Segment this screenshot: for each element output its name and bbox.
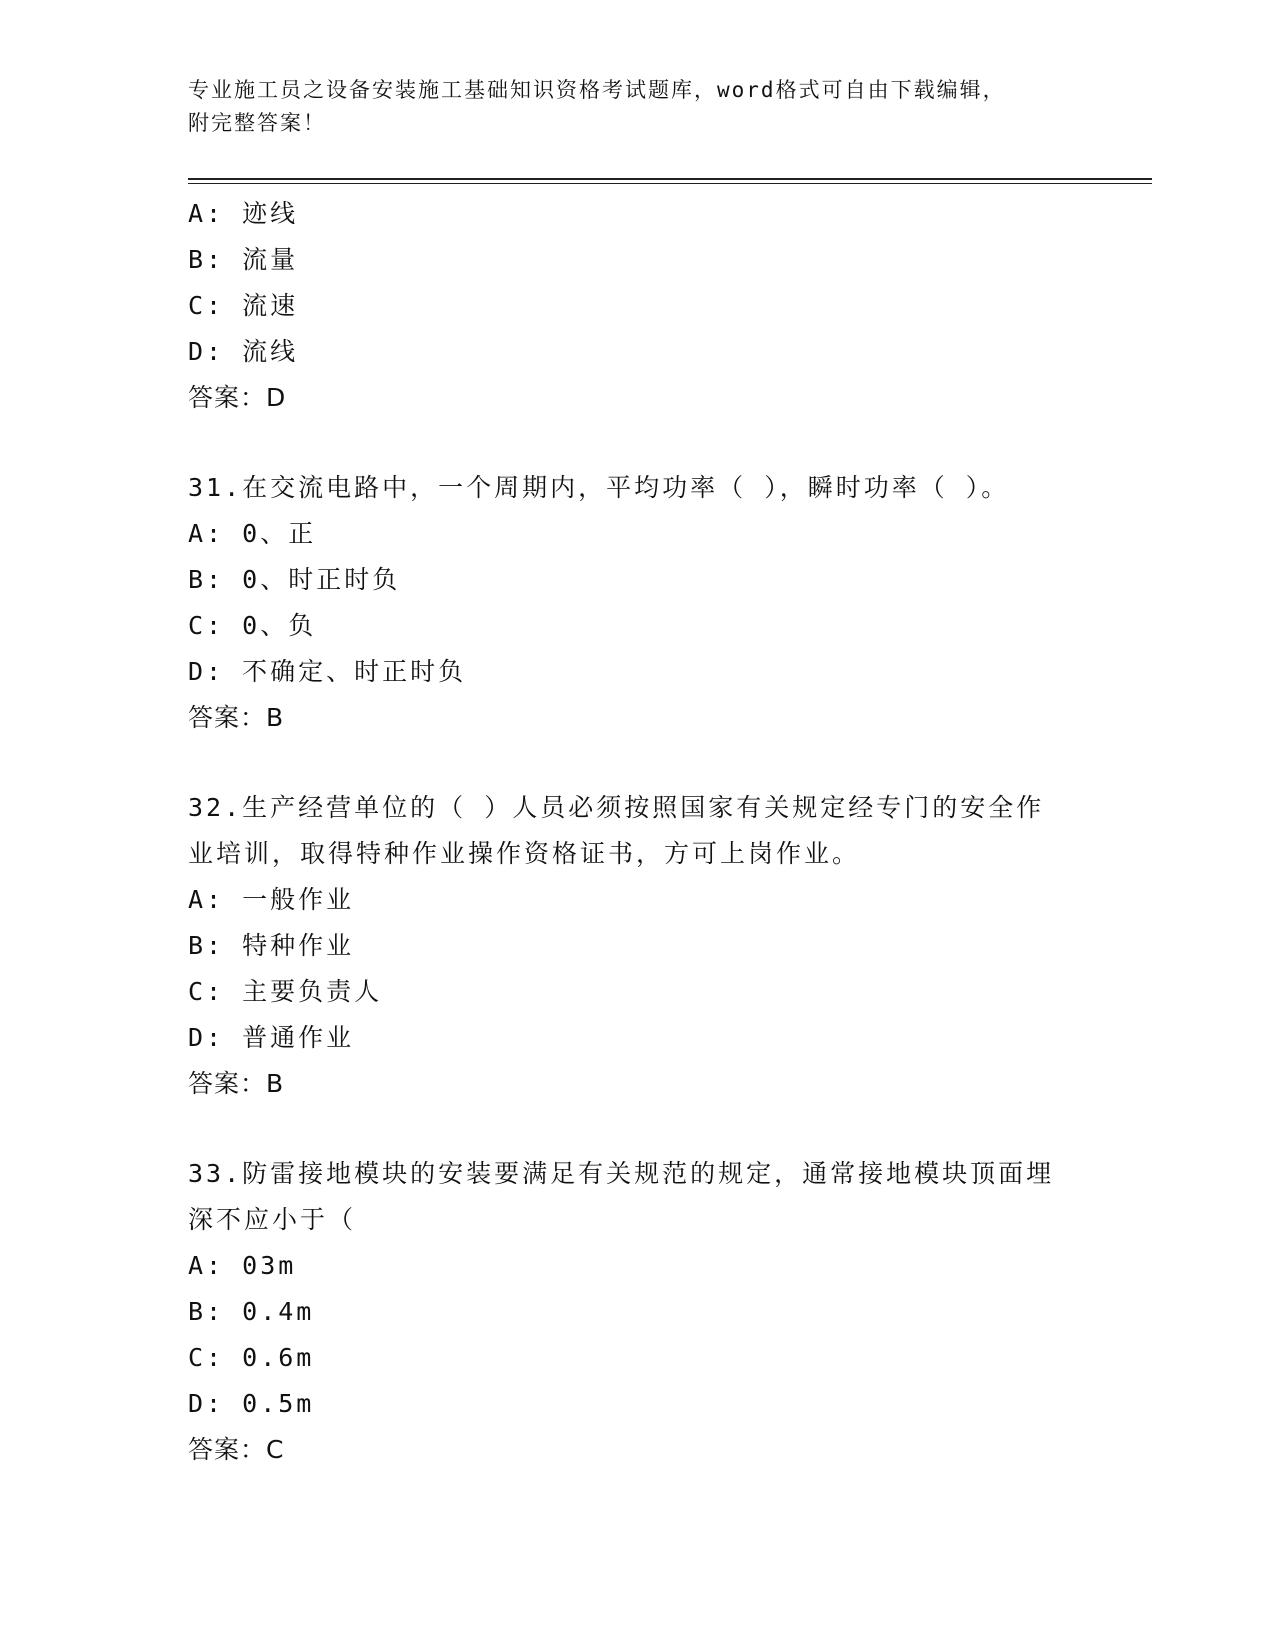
option-d: D: 普通作业 [188, 1023, 355, 1052]
question-32 [188, 785, 1128, 1107]
question-stem-line-2: 深不应小于（ [188, 1205, 357, 1234]
question-30 [188, 191, 1128, 421]
header-divider-thick [188, 178, 1152, 180]
option-a: A: 03m [188, 1251, 297, 1280]
question-stem-line-1: 32.生产经营单位的（ ）人员必须按照国家有关规定经专门的安全作 [188, 793, 1045, 822]
option-c: C: 流速 [188, 291, 299, 320]
answer-label: 答案：D [188, 383, 287, 412]
document-header [188, 74, 1088, 140]
option-c: C: 0、负 [188, 611, 317, 640]
spacer [188, 421, 1128, 465]
question-31 [188, 465, 1128, 741]
question-stem-line-1: 33.防雷接地模块的安装要满足有关规范的规定，通常接地模块顶面埋 [188, 1159, 1055, 1188]
spacer [188, 1107, 1128, 1151]
option-d: D: 0.5m [188, 1389, 315, 1418]
question-33 [188, 1151, 1128, 1473]
spacer [188, 741, 1128, 785]
option-a: A: 0、正 [188, 519, 317, 548]
question-stem: 31.在交流电路中，一个周期内，平均功率（ ），瞬时功率（ ）。 [188, 473, 1010, 502]
option-b: B: 特种作业 [188, 931, 355, 960]
header-divider-thin [188, 183, 1152, 184]
option-c: C: 0.6m [188, 1343, 315, 1372]
option-c: C: 主要负责人 [188, 977, 383, 1006]
option-a: A: 迹线 [188, 199, 299, 228]
question-list [188, 191, 1128, 1473]
answer-label: 答案：C [188, 1435, 285, 1464]
option-b: B: 0、时正时负 [188, 565, 401, 594]
option-a: A: 一般作业 [188, 885, 355, 914]
option-b: B: 0.4m [188, 1297, 315, 1326]
header-line-1: 专业施工员之设备安装施工基础知识资格考试题库，word格式可自由下载编辑， [188, 78, 1006, 102]
answer-label: 答案：B [188, 1069, 285, 1098]
header-line-2: 附完整答案！ [188, 111, 326, 135]
option-b: B: 流量 [188, 245, 299, 274]
option-d: D: 流线 [188, 337, 299, 366]
option-d: D: 不确定、时正时负 [188, 657, 467, 686]
answer-label: 答案：B [188, 703, 285, 732]
question-stem-line-2: 业培训，取得特种作业操作资格证书，方可上岗作业。 [188, 839, 861, 868]
